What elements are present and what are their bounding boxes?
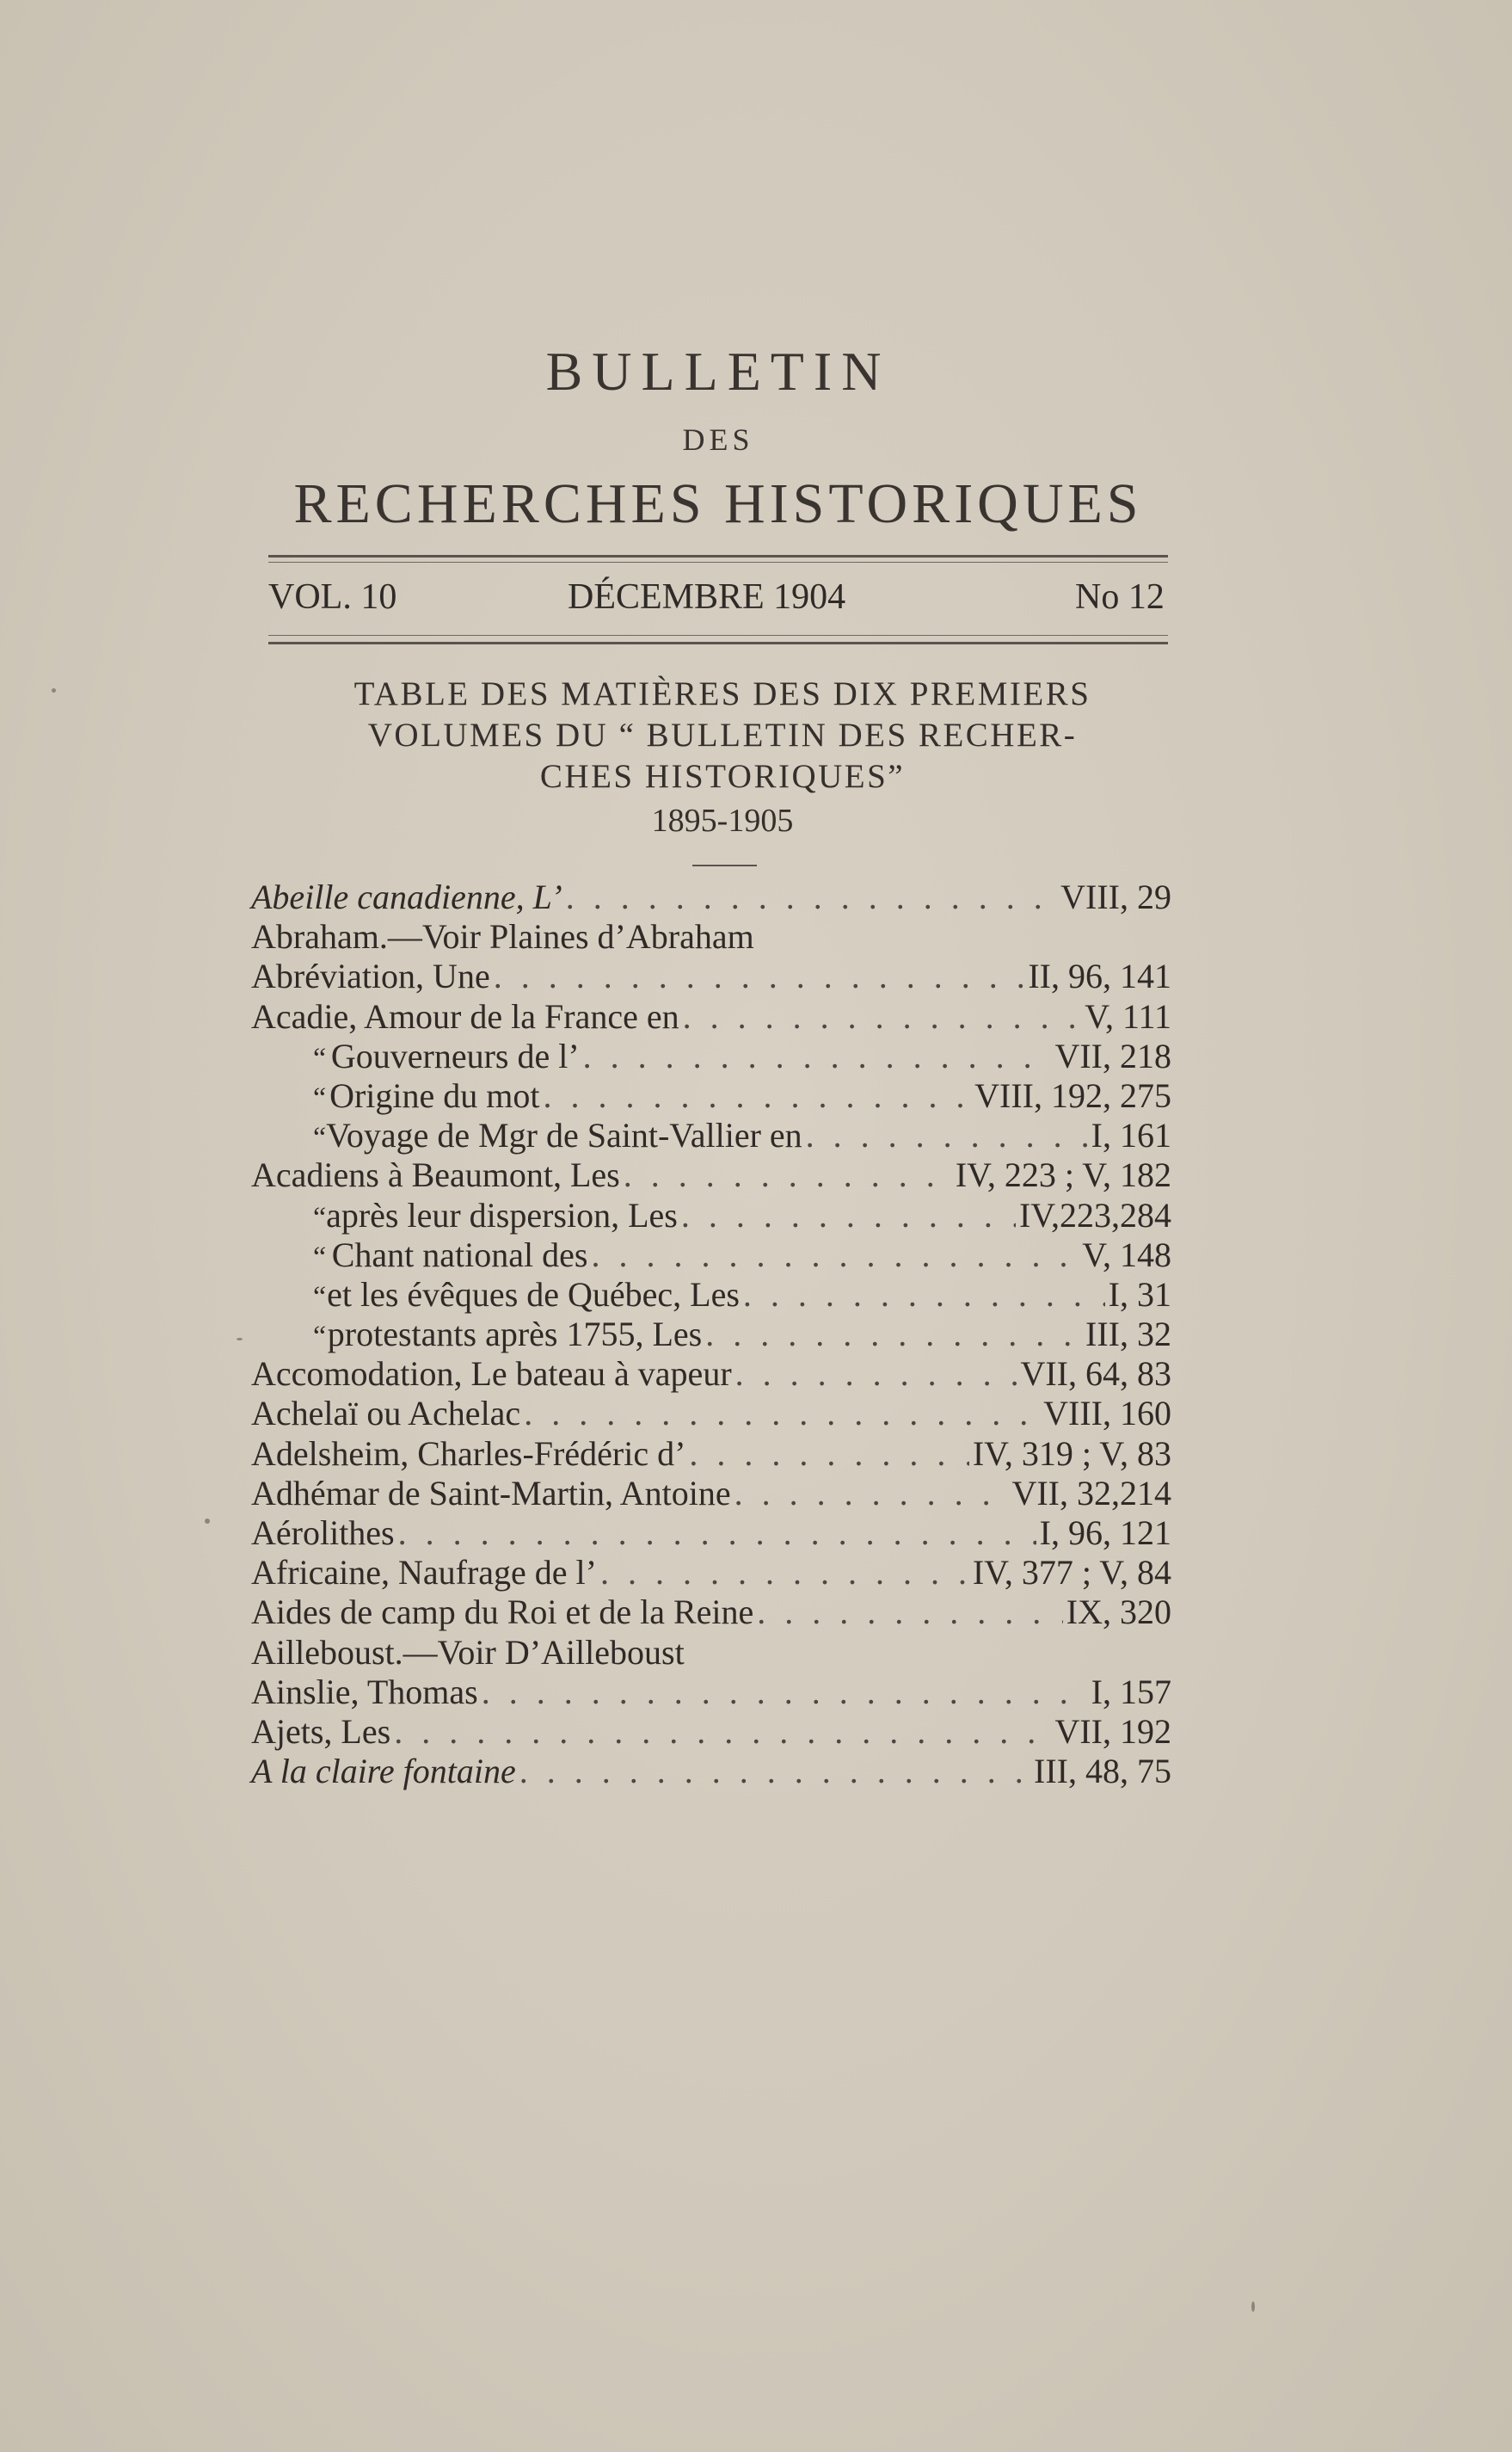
entry-reference: VII, 192 — [1054, 1711, 1171, 1751]
dot-leader — [705, 1315, 1082, 1354]
entry-reference: VIII, 29 — [1060, 878, 1171, 916]
index-entry — [251, 1474, 1171, 1513]
entry-label: A la claire fontaine — [251, 1752, 516, 1791]
entry-label: protestants après 1755, Les — [327, 1315, 703, 1354]
ditto-mark: “ — [313, 1280, 327, 1313]
entry-label: Ailleboust.—Voir D’Ailleboust — [251, 1632, 685, 1672]
issue-date: DÉCEMBRE 1904 — [568, 577, 846, 617]
entry-reference: I, 161 — [1091, 1116, 1171, 1155]
entry-label: Africaine, Naufrage de l’ — [251, 1553, 597, 1593]
entry-reference: IV, 319 ; V, 83 — [972, 1433, 1171, 1473]
dot-leader — [600, 1553, 969, 1593]
entry-label: Origine du mot — [329, 1075, 540, 1115]
entry-label: Achelaï ou Achelac — [251, 1394, 521, 1433]
heading-line: CHES HISTORIQUES” — [539, 758, 906, 795]
year-range: 1895-1905 — [651, 803, 794, 839]
entry-label: Voyage de Mgr de Saint-Vallier en — [326, 1116, 802, 1155]
index-entry — [251, 1076, 1171, 1116]
index-entry — [251, 1712, 1171, 1752]
entry-label: et les évêques de Québec, Les — [327, 1274, 740, 1314]
ditto-mark: “ — [313, 1081, 327, 1114]
paper-speck — [237, 1338, 243, 1340]
ditto-mark: “ — [313, 1241, 327, 1273]
entry-label: Adhémar de Saint-Martin, Antoine — [251, 1473, 731, 1512]
index-entry — [251, 1315, 1171, 1354]
section-divider — [692, 865, 757, 866]
entry-reference: II, 96, 141 — [1028, 957, 1171, 996]
dot-leader — [624, 1155, 952, 1195]
index-entry — [251, 1553, 1171, 1593]
dot-leader — [394, 1712, 1051, 1752]
entry-reference: VII, 64, 83 — [1020, 1354, 1171, 1394]
entry-reference: III, 48, 75 — [1034, 1752, 1171, 1791]
entry-label: après leur dispersion, Les — [326, 1195, 678, 1235]
index-entry — [251, 1434, 1171, 1474]
index-entry — [251, 1037, 1171, 1076]
dot-leader — [735, 1354, 1017, 1394]
bottom-double-rule — [268, 642, 1168, 644]
dot-leader — [689, 1434, 968, 1474]
entry-label: Abraham.—Voir Plaines d’Abraham — [251, 917, 754, 957]
index-entry — [251, 1394, 1171, 1433]
dot-leader — [566, 878, 1057, 917]
entry-label: Gouverneurs de l’ — [330, 1036, 580, 1075]
entry-reference: I, 157 — [1091, 1672, 1171, 1711]
entry-reference: VIII, 192, 275 — [974, 1075, 1171, 1115]
journal-title: BULLETIN — [545, 341, 891, 402]
index-entry — [251, 1116, 1171, 1155]
dot-leader — [681, 1196, 1016, 1235]
index-entry — [251, 1593, 1171, 1632]
entry-reference: VII, 218 — [1054, 1036, 1171, 1075]
ditto-mark: “ — [313, 1201, 327, 1234]
dot-leader — [482, 1673, 1088, 1712]
dot-leader — [743, 1275, 1105, 1315]
entry-label: Ainslie, Thomas — [251, 1672, 478, 1711]
ditto-mark: “ — [313, 1122, 327, 1155]
entry-label: Aérolithes — [251, 1513, 395, 1552]
ditto-mark: “ — [313, 1321, 327, 1353]
dot-leader — [519, 1752, 1030, 1791]
heading-line: VOLUMES DU “ BULLETIN DES RECHER- — [367, 717, 1078, 754]
entry-label: Ajets, Les — [251, 1711, 391, 1751]
entry-label: Abréviation, Une — [251, 957, 490, 996]
entry-reference: IV, 377 ; V, 84 — [972, 1553, 1171, 1593]
bottom-thin-rule — [268, 635, 1168, 636]
index-entry — [251, 957, 1171, 996]
entry-reference: I, 31 — [1108, 1274, 1171, 1314]
entry-label: Aides de camp du Roi et de la Reine — [251, 1593, 754, 1632]
index-entry — [251, 1752, 1171, 1791]
table-of-contents-heading — [258, 674, 1187, 798]
dot-leader — [494, 957, 1025, 996]
index-entry-list — [251, 878, 1171, 1791]
dot-leader — [591, 1235, 1079, 1275]
entry-reference: VII, 32,214 — [1011, 1473, 1171, 1512]
entry-label: Acadie, Amour de la France en — [251, 996, 679, 1036]
entry-reference: IV, 223 ; V, 182 — [955, 1155, 1171, 1195]
journal-subtitle: RECHERCHES HISTORIQUES — [293, 472, 1143, 535]
entry-label: Accomodation, Le bateau à vapeur — [251, 1354, 732, 1394]
entry-reference: III, 32 — [1085, 1315, 1171, 1354]
entry-label: Abeille canadienne, L’ — [251, 878, 562, 916]
paper-speck — [1251, 2301, 1255, 2312]
entry-reference: V, 111 — [1085, 996, 1171, 1036]
issue-number: No 12 — [1075, 577, 1165, 617]
dot-leader — [524, 1394, 1040, 1433]
paper-speck — [205, 1519, 210, 1524]
index-entry — [251, 1155, 1171, 1195]
dot-leader — [583, 1037, 1052, 1076]
index-entry — [251, 878, 1171, 917]
index-entry — [251, 1235, 1171, 1275]
entry-label: Adelsheim, Charles-Frédéric d’ — [251, 1433, 686, 1473]
paper-speck — [52, 688, 56, 693]
index-entry — [251, 917, 1171, 957]
heading-line: TABLE DES MATIÈRES DES DIX PREMIERS — [353, 675, 1091, 712]
entry-reference: V, 148 — [1082, 1235, 1171, 1274]
ditto-mark: “ — [313, 1042, 327, 1075]
dot-leader — [683, 997, 1082, 1037]
index-entry — [251, 1633, 1171, 1673]
entry-reference: IV,223,284 — [1018, 1195, 1171, 1235]
index-entry — [251, 1275, 1171, 1315]
dot-leader — [734, 1474, 1009, 1513]
index-entry — [251, 1673, 1171, 1712]
index-entry — [251, 1354, 1171, 1394]
entry-label: Chant national des — [331, 1235, 588, 1274]
index-entry — [251, 1513, 1171, 1553]
entry-reference: I, 96, 121 — [1039, 1513, 1171, 1552]
entry-reference: VIII, 160 — [1043, 1394, 1171, 1433]
dot-leader — [757, 1593, 1063, 1632]
dot-leader — [544, 1076, 972, 1116]
entry-label: Acadiens à Beaumont, Les — [251, 1155, 620, 1195]
index-entry — [251, 1196, 1171, 1235]
top-thin-rule — [268, 562, 1168, 563]
journal-title-connector: DES — [682, 422, 754, 457]
dot-leader — [398, 1513, 1036, 1553]
entry-reference: IX, 320 — [1066, 1593, 1171, 1632]
dot-leader — [806, 1116, 1088, 1155]
volume-number: VOL. 10 — [268, 577, 397, 617]
top-double-rule — [268, 555, 1168, 558]
index-entry — [251, 997, 1171, 1037]
